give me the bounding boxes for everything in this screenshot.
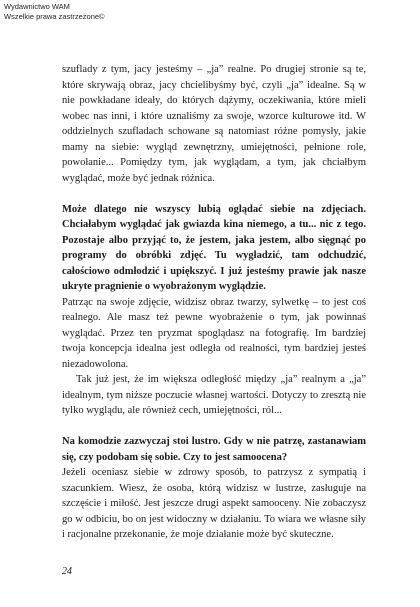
paragraph-5: Na komodzie zazwyczaj stoi lustro. Gdy w nie patrzę, zastanawiam się, czy podobam się sobie. Czy to jest samoocena? [62, 436, 366, 463]
paragraph-1: szuflady z tym, jacy jesteśmy – „ja” realne. Po drugiej stronie są te, które skrywają obraz, jacy chcielibyśmy być, czyli „ja” idealne. Są w nie powkładane ideały, do których dążymy, oczekiwania, które mieli wobec nas inni, i które uznaliśmy za swoje, wzorce kulturowe itd. W oddzielnych szufladach schowane są natomiast różne pomysły, jakie mamy na siebie: wygląd zewnętrzny, umiejętności, pełnione role, powołanie... Pomiędzy tym, jak wyglądam, a tym, jak chciałbym wyglądać, może być jednak różnica. [62, 64, 366, 184]
page-body [62, 62, 366, 543]
paragraph-4: Tak już jest, że im większa odległość między „ja” realnym a „ja” idealnym, tym niższe poczucie własnej wartości. Dotyczy to zresztą nie tylko wyglądu, ale również cech, umiejętności, ról... [62, 374, 366, 416]
paragraph-2: Może dlatego nie wszyscy lubią oglądać siebie na zdjęciach. Chciałabym wyglądać jak gwiazda kina niemego, a tu... nic z tego. Pozostaje albo przyjąć to, że jestem, jaka jestem, albo sięgnąć po programy do obróbki zdjęć. Tu wygładzić, tam odchudzić, całościowo odmłodzić i upiększyć. I już jesteśmy prawie jak nasze ukryte pragnienie o wyobrażonym wyglądzie. [62, 203, 366, 292]
page-number: 24 [62, 566, 72, 577]
page-header [4, 2, 105, 22]
paragraph-3: Patrząc na swoje zdjęcie, widzisz obraz twarzy, sylwetkę – to jest coś realnego. Ale masz też pewne wyobrażenie o tym, jak powinnaś wyglądać. Przez ten pryzmat spoglądasz na fotografię. Im bardziej twoja koncepcja idealna jest odległa od realności, tym bardziej jesteś niezadowolona. [62, 296, 366, 370]
publisher-name: Wydawnictwo WAM [4, 2, 70, 11]
copyright-notice: Wszelkie prawa zastrzeżone© [4, 12, 105, 21]
paragraph-6: Jeżeli oceniasz siebie w zdrowy sposób, to patrzysz z sympatią i szacunkiem. Wiesz, że osoba, którą widzisz w lustrze, zasługuje na szczęście i miłość. Jest jeszcze drugi aspekt samooceny. Nie zobaczysz go w odbiciu, bo on jest widoczny w działaniu. To wiara we własne siły i racjonalne przekonanie, że moje działanie może być skuteczne. [62, 467, 366, 540]
